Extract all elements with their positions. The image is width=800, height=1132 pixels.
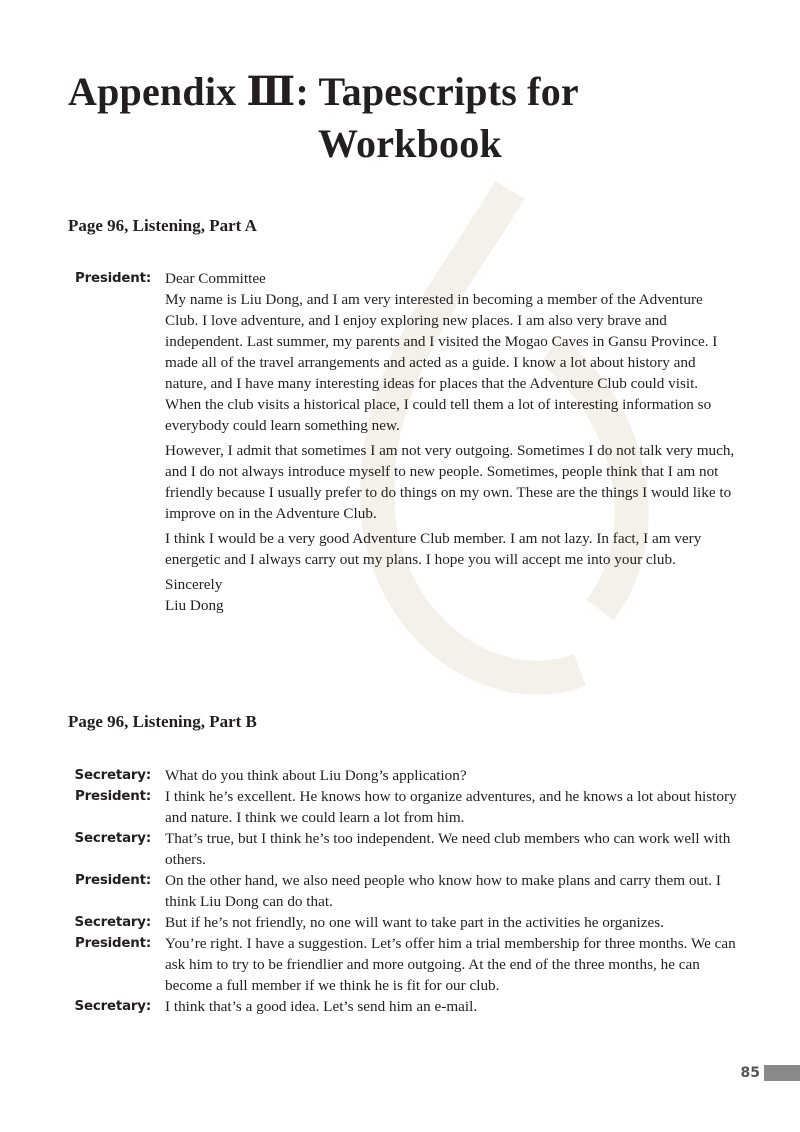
speaker-label: President:: [74, 789, 151, 804]
letter-closing: Sincerely: [165, 576, 223, 593]
page-number-text: 85: [740, 1065, 760, 1081]
dialog-turn: [68, 870, 738, 912]
dialog-turn: [68, 828, 738, 870]
dialog-line: I think he’s excellent. He knows how to organize adventures, and he knows a lot about history and nature. I think we could learn a lot from him.: [165, 788, 737, 826]
speaker-label: President:: [74, 271, 151, 286]
letter-greeting: Dear Committee: [165, 270, 266, 287]
letter-signature: Liu Dong: [165, 597, 224, 614]
speaker-label: President:: [74, 936, 151, 951]
section-heading-part-b: Page 96, Listening, Part B: [68, 712, 257, 731]
speaker-label: Secretary:: [74, 831, 151, 846]
title-line-2: Workbook: [318, 121, 502, 166]
dialog-line: I think that’s a good idea. Let’s send him an e-mail.: [165, 998, 478, 1015]
letter-paragraph: I think I would be a very good Adventure Club member. I am not lazy. In fact, I am very energetic and I always carry out my plans. I hope you will accept me into your club.: [165, 530, 702, 568]
dialog-turn: [68, 996, 738, 1017]
dialog-line: That’s true, but I think he’s too independent. We need club members who can work well with others.: [165, 830, 731, 868]
part-a-dialog: [68, 268, 738, 616]
dialog-line: On the other hand, we also need people who know how to make plans and carry them out. I think Liu Dong can do that.: [165, 872, 721, 910]
section-heading-part-a: Page 96, Listening, Part A: [68, 216, 257, 235]
dialog-line: You’re right. I have a suggestion. Let’s offer him a trial membership for three months. We can ask him to try to be friendlier and more outgoing. At the end of the three months, he can become a full member if we think he is fit for our club.: [165, 935, 736, 994]
dialog-turn: [68, 786, 738, 828]
dialog-turn: [68, 765, 738, 786]
speaker-label: Secretary:: [74, 915, 151, 930]
dialog-line: What do you think about Liu Dong’s application?: [165, 767, 467, 784]
letter-paragraph: However, I admit that sometimes I am not very outgoing. Sometimes I do not talk very much, and I do not always introduce myself to new people. Sometimes, people think that I am not friendly because I usually prefer to do things on my own. These are the things I would like to improve on in the Adventure Club.: [165, 442, 735, 522]
page-number: [741, 1063, 800, 1083]
dialog-turn: [68, 268, 738, 616]
speaker-label: President:: [74, 873, 151, 888]
part-b-dialog: [68, 765, 738, 1017]
letter-body: [165, 268, 737, 616]
dialog-line: But if he’s not friendly, no one will want to take part in the activities he organizes.: [165, 914, 664, 931]
dialog-turn: [68, 933, 738, 996]
title-line-1: Appendix Ⅲ: Tapescripts for: [68, 69, 579, 114]
page-number-bar: [764, 1065, 800, 1081]
dialog-turn: [68, 912, 738, 933]
page-title: [68, 66, 628, 170]
speaker-label: Secretary:: [74, 768, 151, 783]
letter-paragraph: My name is Liu Dong, and I am very interested in becoming a member of the Adventure Club. I love adventure, and I enjoy exploring new places. I am also very brave and independent. Last summer, my parents and I visited the Mogao Caves in Gansu Province. I made all of the travel arrangements and acted as a guide. I know a lot about history and nature, and I have many interesting ideas for places that the Adventure Club could visit. When the club visits a historical place, I could tell them a lot of interesting information so everybody could learn something new.: [165, 291, 718, 434]
speaker-label: Secretary:: [74, 999, 151, 1014]
